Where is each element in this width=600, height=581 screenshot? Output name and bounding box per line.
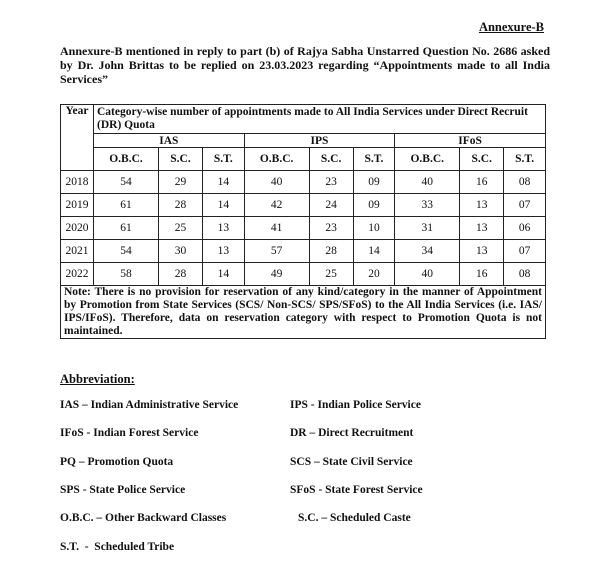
abbreviation-item: PQ – Promotion Quota: [60, 456, 174, 468]
value-cell: 40: [395, 263, 460, 286]
value-cell: 28: [159, 194, 203, 217]
abbreviation-item: IFoS - Indian Forest Service: [60, 427, 199, 439]
value-cell: 10: [353, 217, 395, 240]
value-cell: 31: [395, 217, 460, 240]
value-cell: 34: [395, 240, 460, 263]
category-header-row: [61, 148, 546, 171]
category-header: S.T.: [203, 148, 245, 171]
value-cell: 40: [395, 171, 460, 194]
value-cell: 41: [244, 217, 309, 240]
table-row: [61, 194, 546, 217]
category-header: O.B.C.: [244, 148, 309, 171]
category-header: S.T.: [353, 148, 395, 171]
year-cell: 2022: [61, 263, 94, 286]
value-cell: 06: [504, 217, 546, 240]
value-cell: 16: [460, 171, 504, 194]
annexure-label: Annexure-B: [478, 20, 544, 34]
abbreviation-item: SFoS - State Forest Service: [290, 484, 423, 496]
value-cell: 30: [159, 240, 203, 263]
abbreviation-title: Abbreviation:: [60, 372, 135, 386]
table-row: [61, 171, 546, 194]
service-header-ips: IPS: [244, 134, 395, 148]
abbreviation-item: S.C. – Scheduled Caste: [298, 512, 411, 524]
service-header-row: [61, 134, 546, 148]
year-cell: 2020: [61, 217, 94, 240]
value-cell: 61: [94, 194, 159, 217]
value-cell: 23: [309, 171, 353, 194]
value-cell: 23: [309, 217, 353, 240]
value-cell: 08: [504, 171, 546, 194]
value-cell: 33: [395, 194, 460, 217]
year-cell: 2021: [61, 240, 94, 263]
intro-paragraph: Annexure-B mentioned in reply to part (b) of Rajya Sabha Unstarred Question No. 2686 asked by Dr. John Brittas to be replied on 23.03.2023 regarding “Appointments made to all India Services”: [60, 44, 550, 86]
value-cell: 25: [159, 217, 203, 240]
value-cell: 57: [244, 240, 309, 263]
appointments-table: [60, 104, 546, 339]
value-cell: 24: [309, 194, 353, 217]
abbreviation-item: DR – Direct Recruitment: [290, 427, 414, 439]
service-header-ifos: IFoS: [395, 134, 546, 148]
value-cell: 54: [94, 171, 159, 194]
value-cell: 58: [94, 263, 159, 286]
value-cell: 14: [203, 171, 245, 194]
value-cell: 13: [203, 217, 245, 240]
value-cell: 28: [309, 240, 353, 263]
abbreviation-item: S.T. - Scheduled Tribe: [60, 541, 175, 553]
value-cell: 09: [353, 194, 395, 217]
note-row: [61, 286, 546, 339]
abbreviation-item: O.B.C. – Other Backward Classes: [60, 512, 227, 524]
value-cell: 14: [353, 240, 395, 263]
abbreviation-item: SCS – State Civil Service: [290, 456, 413, 468]
category-header: S.C.: [460, 148, 504, 171]
category-header: S.T.: [504, 148, 546, 171]
value-cell: 13: [460, 194, 504, 217]
table-row: [61, 240, 546, 263]
value-cell: 07: [504, 240, 546, 263]
value-cell: 49: [244, 263, 309, 286]
value-cell: 07: [504, 194, 546, 217]
value-cell: 13: [460, 240, 504, 263]
table-row: [61, 217, 546, 240]
abbreviation-item: SPS - State Police Service: [60, 484, 186, 496]
value-cell: 54: [94, 240, 159, 263]
table-caption-row: [61, 105, 546, 134]
value-cell: 28: [159, 263, 203, 286]
value-cell: 14: [203, 263, 245, 286]
value-cell: 09: [353, 171, 395, 194]
table-caption: Category-wise number of appointments made to All India Services under Direct Recruit (DR) Quota: [94, 105, 546, 134]
value-cell: 29: [159, 171, 203, 194]
value-cell: 61: [94, 217, 159, 240]
table-body: [61, 171, 546, 286]
value-cell: 40: [244, 171, 309, 194]
value-cell: 13: [203, 240, 245, 263]
value-cell: 08: [504, 263, 546, 286]
abbreviation-item: IPS - Indian Police Service: [290, 399, 421, 411]
value-cell: 13: [460, 217, 504, 240]
table-row: [61, 263, 546, 286]
category-header: S.C.: [159, 148, 203, 171]
service-header-ias: IAS: [94, 134, 245, 148]
category-header: S.C.: [309, 148, 353, 171]
value-cell: 25: [309, 263, 353, 286]
table-note: Note: There is no provision for reservation of any kind/category in the manner of Appointment by Promotion from State Services (SCS/ Non-SCS/ SPS/SFoS) to the All India Services (i.e. IAS/ IPS/IFoS). Therefore, data on reservation category with respect to Promotion Quota is not maintained.: [61, 286, 546, 339]
value-cell: 20: [353, 263, 395, 286]
year-header: Year: [61, 105, 94, 171]
abbreviation-item: IAS – Indian Administrative Service: [60, 399, 239, 411]
value-cell: 42: [244, 194, 309, 217]
year-cell: 2018: [61, 171, 94, 194]
year-cell: 2019: [61, 194, 94, 217]
category-header: O.B.C.: [94, 148, 159, 171]
value-cell: 16: [460, 263, 504, 286]
category-header: O.B.C.: [395, 148, 460, 171]
value-cell: 14: [203, 194, 245, 217]
